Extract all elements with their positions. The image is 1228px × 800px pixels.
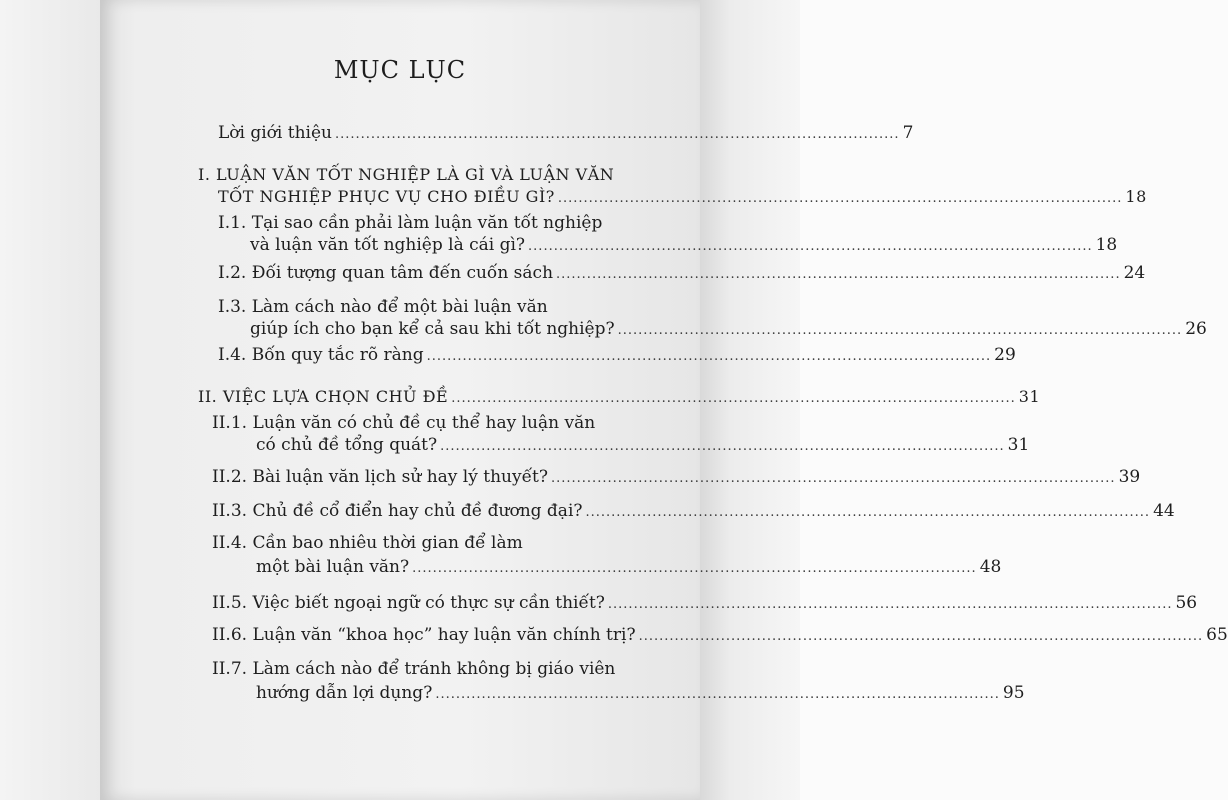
toc-entry-2-4: [256, 556, 1002, 580]
toc-entry-label: có chủ đề tổng quát?: [256, 435, 438, 455]
toc-entry-2-4-line1: II.4. Cần bao nhiêu thời gian để làm: [212, 533, 523, 553]
toc-entry-page: 31: [1007, 435, 1030, 455]
toc-entry-2-7: [256, 682, 1025, 706]
toc-leader-dots: ..............................................................................................................: [607, 597, 1173, 612]
table-of-contents: [100, 0, 1228, 800]
toc-entry-1-3-line1: I.3. Làm cách nào để một bài luận văn: [218, 297, 548, 317]
toc-entry-page: 95: [1002, 683, 1025, 703]
toc-leader-dots: ..............................................................................................................: [451, 391, 1016, 406]
toc-leader-dots: ..............................................................................................................: [528, 239, 1093, 254]
toc-entry-page: 31: [1018, 387, 1041, 406]
toc-entry-page: 44: [1153, 501, 1175, 521]
toc-entry-label: Lời giới thiệu: [218, 123, 332, 143]
toc-entry-label: II.3. Chủ đề cổ điển hay chủ đề đương đại?: [212, 501, 583, 521]
toc-entry-label: hướng dẫn lợi dụng?: [256, 683, 433, 703]
toc-entry-label: II. VIỆC LỰA CHỌN CHỦ ĐỀ: [198, 387, 449, 406]
toc-entry-page: 65: [1206, 625, 1228, 645]
toc-entry-label: II.6. Luận văn “khoa học” hay luận văn chính trị?: [212, 625, 636, 645]
toc-entry-2-6: [212, 624, 1228, 648]
toc-entry-2-1-line1: II.1. Luận văn có chủ đề cụ thể hay luận văn: [212, 413, 596, 433]
background-left: [0, 0, 100, 800]
toc-entry-label: I.2. Đối tượng quan tâm đến cuốn sách: [218, 263, 554, 283]
toc-entry-label: TỐT NGHIỆP PHỤC VỤ CHO ĐIỀU GÌ?: [218, 187, 555, 206]
toc-entry-label: và luận văn tốt nghiệp là cái gì?: [250, 235, 526, 255]
toc-entry-intro: [218, 122, 914, 146]
toc-section-1-line1: I. LUẬN VĂN TỐT NGHIỆP LÀ GÌ VÀ LUẬN VĂN: [198, 165, 615, 184]
toc-entry-page: 18: [1125, 187, 1147, 206]
toc-entry-1-3: [250, 318, 1207, 342]
toc-entry-1-1-line1: I.1. Tại sao cần phải làm luận văn tốt nghiệp: [218, 213, 603, 233]
toc-entry-label: II.2. Bài luận văn lịch sử hay lý thuyết?: [212, 467, 548, 487]
toc-leader-dots: ..............................................................................................................: [412, 561, 977, 576]
toc-entry-page: 24: [1123, 263, 1146, 283]
toc-entry-page: 7: [902, 123, 914, 143]
page-title: MỤC LỤC: [333, 56, 467, 84]
toc-entry-2-7-line1: II.7. Làm cách nào để tránh không bị giáo viên: [212, 659, 616, 679]
toc-leader-dots: ..............................................................................................................: [551, 471, 1116, 486]
toc-leader-dots: ..............................................................................................................: [638, 629, 1204, 644]
toc-entry-page: 18: [1095, 235, 1118, 255]
toc-entry-page: 26: [1185, 319, 1207, 339]
toc-entry-2-5: [212, 592, 1198, 616]
book-page: [100, 0, 1228, 800]
toc-leader-dots: ..............................................................................................................: [585, 505, 1151, 520]
toc-entry-1-4: [218, 344, 1016, 368]
toc-section-2: [198, 386, 1041, 410]
toc-entry-page: 48: [979, 557, 1002, 577]
toc-entry-2-1: [256, 434, 1030, 458]
toc-entry-label: I.4. Bốn quy tắc rõ ràng: [218, 345, 424, 365]
toc-entry-label: II.5. Việc biết ngoại ngữ có thực sự cần thiết?: [212, 593, 605, 613]
toc-leader-dots: ..............................................................................................................: [556, 267, 1121, 282]
toc-leader-dots: ..............................................................................................................: [435, 687, 1000, 702]
toc-section-1: [218, 186, 1147, 210]
toc-entry-page: 39: [1118, 467, 1141, 487]
toc-leader-dots: ..............................................................................................................: [557, 191, 1123, 206]
toc-entry-page: 29: [994, 345, 1016, 365]
toc-leader-dots: ..............................................................................................................: [426, 349, 992, 364]
toc-entry-label: giúp ích cho bạn kể cả sau khi tốt nghiệp?: [250, 319, 615, 339]
toc-entry-page: 56: [1175, 593, 1198, 613]
toc-entry-label: một bài luận văn?: [256, 557, 410, 577]
toc-entry-2-3: [212, 500, 1175, 524]
toc-entry-2-2: [212, 466, 1141, 490]
toc-leader-dots: ..............................................................................................................: [617, 323, 1183, 338]
toc-leader-dots: ..............................................................................................................: [440, 439, 1005, 454]
toc-leader-dots: ..............................................................................................................: [335, 127, 900, 142]
toc-entry-1-1: [250, 234, 1118, 258]
toc-entry-1-2: [218, 262, 1146, 286]
